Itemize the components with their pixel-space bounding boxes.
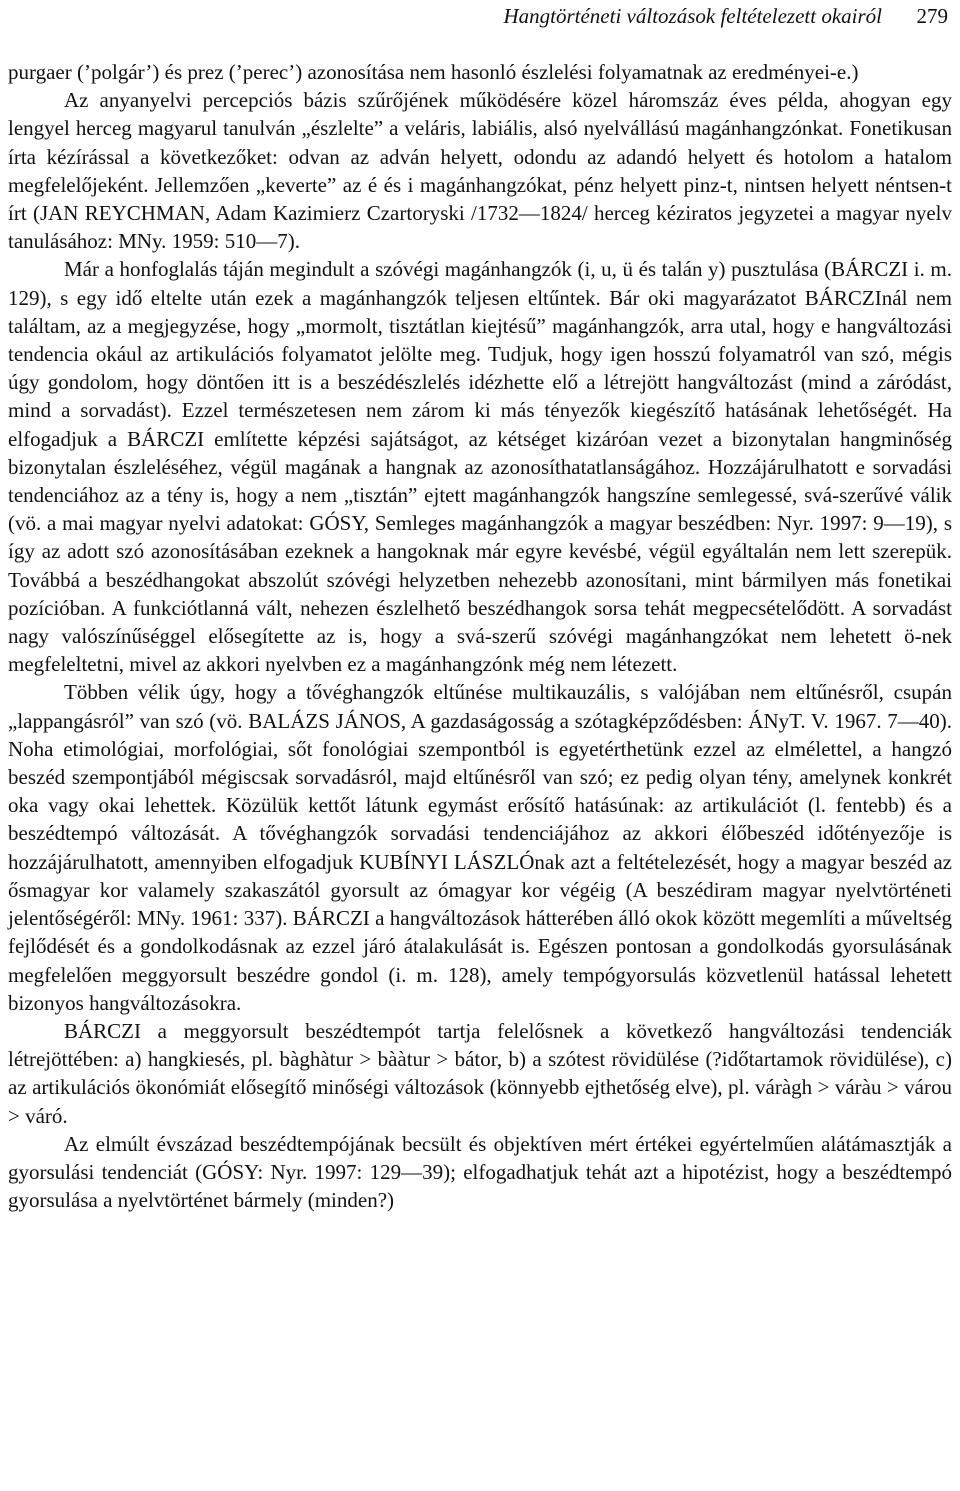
- paragraph: BÁRCZI a meggyorsult beszédtempót tartja felelősnek a következő hangváltozási tendenciák létrejöttében: a) hangkiesés, pl. bàghàtur > bààtur > bátor, b) a szótest rövidülése (?időtartamok rövidülése), c) az artikulációs ökonómiát elősegítő minőségi változások (könnyebb ejthetőség elve), pl. váràgh > váràu > várou > váró.: [8, 1018, 952, 1128]
- body-text: [8, 58, 952, 1214]
- running-head: [8, 2, 952, 30]
- paragraph: Az anyanyelvi percepciós bázis szűrőjének működésére közel háromszáz éves példa, ahogyan egy lengyel herceg magyarul tanulván „észlelte” a veláris, labiális, alsó nyelvállású magánhangzónkat. Fonetikusan írta kézírással a következőket: odvan az adván helyett, odondu az adandó helyett és hotolom a hatalom megfelelőjeként. Jellemzően „keverte” az é és i magánhangzókat, pénz helyett pinz-t, nintsen helyett néntsen-t írt (JAN REYCHMAN, Adam Kazimierz Czartoryski /1732—1824/ herceg kéziratos jegyzetei a magyar nyelv tanulásához: MNy. 1959: 510—7).: [8, 88, 952, 254]
- page-number: 279: [916, 4, 948, 28]
- paragraph: purgaer (’polgár’) és prez (’perec’) azonosítása nem hasonló észlelési folyamatnak az eredményei-e.): [8, 60, 859, 84]
- paragraph: Többen vélik úgy, hogy a tővéghangzók eltűnése multikauzális, s valójában nem eltűnésről, csupán „lappangásról” van szó (vö. BALÁZS JÁNOS, A gazdaságosság a szótagképződésben: ÁNyT. V. 1967. 7—40). Noha etimológiai, morfológiai, sőt fonológiai szempontból is egyetérthetünk ezzel az elmélettel, a hangzó beszéd szempontjából mégiscsak sorvadásról, majd eltűnésről van szó; ez pedig olyan tény, amelynek konkrét oka vagy okai lehettek. Közülük kettőt látunk egymást erősítő hatásúnak: az artikulációt (l. fentebb) és a beszédtempó változását. A tővéghangzók sorvadási tendenciájához az akkori élőbeszéd időtényezője is hozzájárulhatott, amennyiben elfogadjuk KUBÍNYI LÁSZLÓnak azt a feltételezését, hogy a magyar beszéd az ősmagyar kor valamely szakaszától gyorsult az ómagyar kor végéig (A beszédiram magyar nyelvtörténeti jelentőségéről: MNy. 1961: 337). BÁRCZI a hangváltozások hátterében álló okok között megemlíti a műveltség fejlődését és a gondolkodásnak az ezzel járó átalakulását is. Egészen pontosan a gondolkodás gyorsulásának megfelelően meggyorsult beszédre gondol (i. m. 128), amely tempógyorsulás közvetlenül hatással lehetett bizonyos hangváltozásokra.: [8, 680, 952, 1015]
- paragraph: Már a honfoglalás táján megindult a szóvégi magánhangzók (i, u, ü és talán y) pusztulása (BÁRCZI i. m. 129), s egy idő eltelte után ezek a magánhangzók teljesen eltűntek. Bár oki magyarázatot BÁRCZInál nem találtam, az a megjegyzése, hogy „mormolt, tisztátlan kiejtésű” magánhangzók, arra utal, hogy e hangváltozási tendencia okául az artikulációs folyamatot jelölte meg. Tudjuk, hogy igen hosszú folyamatról van szó, mégis úgy gondolom, hogy döntően itt is a beszédészlelés idézhette elő a létrejött hangváltozást (mind a záródást, mind a sorvadást). Ezzel természetesen nem zárom ki más tényezők kiegészítő hatásának lehetőségét. Ha elfogadjuk a BÁRCZI említette képzési sajátságot, az kétséget kizáróan vezet a bizonytalan hangminőség bizonytalan észleléséhez, végül magának a hangnak az azonosíthatatlanságához. Hozzájárulhatott e sorvadási tendenciához az a tény is, hogy a nem „tisztán” ejtett magánhangzók hangszíne semlegessé, svá-szerűvé válik (vö. a mai magyar nyelvi adatokat: GÓSY, Semleges magánhangzók a magyar beszédben: Nyr. 1997: 9—19), s így az adott szó azonosításában ezeknek a hangoknak már egyre kevésbé, végül egyáltalán nem lett szerepük. Továbbá a beszédhangokat abszolút szóvégi helyzetben nehezebb azonosítani, mint bármilyen más fonetikai pozícióban. A funkciótlanná vált, nehezen észlelhető beszédhangok sorsa tehát megpecsételődött. A sorvadást nagy valószínűséggel elősegítette az is, hogy a svá-szerű szóvégi magánhangzókat nem lehetett ö-nek megfeleltetni, mivel az akkori nyelvben ez a magánhangzónk még nem létezett.: [8, 257, 952, 677]
- running-title: Hangtörténeti változások feltételezett okairól: [503, 4, 882, 28]
- paragraph: Az elmúlt évszázad beszédtempójának becsült és objektíven mért értékei egyértelműen alátámasztják a gyorsulási tendenciát (GÓSY: Nyr. 1997: 129—39); elfogadhatjuk tehát azt a hipotézist, hogy a beszédtempó gyorsulása a nyelvtörténet bármely (minden?): [8, 1131, 952, 1213]
